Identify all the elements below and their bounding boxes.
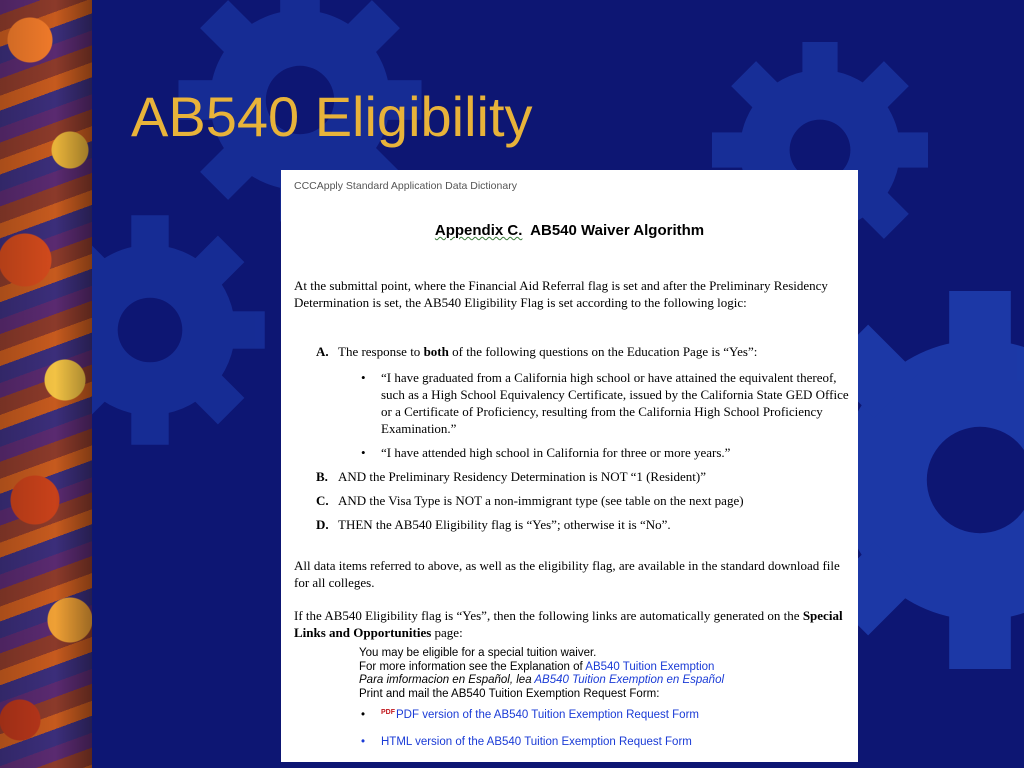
pdf-icon: PDF — [381, 709, 395, 716]
document-header: CCCApply Standard Application Data Dictionary — [294, 180, 517, 192]
html-form-link[interactable]: HTML version of the AB540 Tuition Exemption Request Form — [381, 736, 692, 748]
decorative-strip-shade — [0, 0, 92, 768]
intro-paragraph: At the submittal point, where the Financial Aid Referral flag is set and after the Preliminary Residency Determination is set, the AB540 Eligibility Flag is set according to the following logic: — [294, 278, 828, 310]
document-page — [281, 170, 858, 762]
links-intro-paragraph: If the AB540 Eligibility flag is “Yes”, then the following links are automatically generated on the Special Links and Opportunities page: — [294, 608, 843, 640]
bullet-icon: • — [361, 370, 366, 385]
bullet-icon: • — [361, 445, 366, 460]
list-item-b: B. AND the Preliminary Residency Determination is NOT “1 (Resident)” — [316, 469, 707, 484]
bullet-item: • “I have attended high school in California for three or more years.” — [361, 445, 731, 460]
links-block: You may be eligible for a special tuition waiver. For more information see the Explanation of AB540 Tuition Exemption Para imformacion en Español, lea AB540 Tuition Exemption en Español Print and mail the AB540 Tuition Exemption Request Form: — [359, 647, 725, 700]
download-paragraph: All data items referred to above, as well as the eligibility flag, are available in the standard download file for all colleges. — [294, 558, 840, 590]
appendix-heading — [281, 222, 858, 239]
bullet-icon: • — [361, 709, 366, 721]
list-item-d: D. THEN the AB540 Eligibility flag is “Yes”; otherwise it is “No”. — [316, 517, 671, 532]
list-item-a: A. The response to both of the following questions on the Education Page is “Yes”: — [316, 344, 758, 359]
pdf-form-link[interactable]: PDF version of the AB540 Tuition Exemption Request Form — [396, 709, 699, 721]
ab540-exemption-spanish-link[interactable]: AB540 Tuition Exemption en Español — [534, 674, 725, 686]
appendix-label: Appendix C. — [434, 222, 523, 239]
slide-title: AB540 Eligibility — [131, 85, 533, 148]
list-marker: A. — [316, 344, 329, 359]
bullet-item: • “I have graduated from a California high school or have attained the equivalent thereof, such as a High School Equivalency Certificate, issued by the California State GED Office or a Certificate of Proficiency, resulting from the California High School Proficiency Examination.” — [361, 370, 849, 436]
pdf-link-item — [361, 709, 699, 721]
ab540-exemption-link[interactable]: AB540 Tuition Exemption — [585, 660, 715, 673]
html-link-item — [361, 736, 692, 748]
bullet-icon: • — [361, 736, 366, 748]
appendix-title: AB540 Waiver Algorithm — [530, 222, 705, 239]
list-item-c: C. AND the Visa Type is NOT a non-immigrant type (see table on the next page) — [316, 493, 744, 508]
